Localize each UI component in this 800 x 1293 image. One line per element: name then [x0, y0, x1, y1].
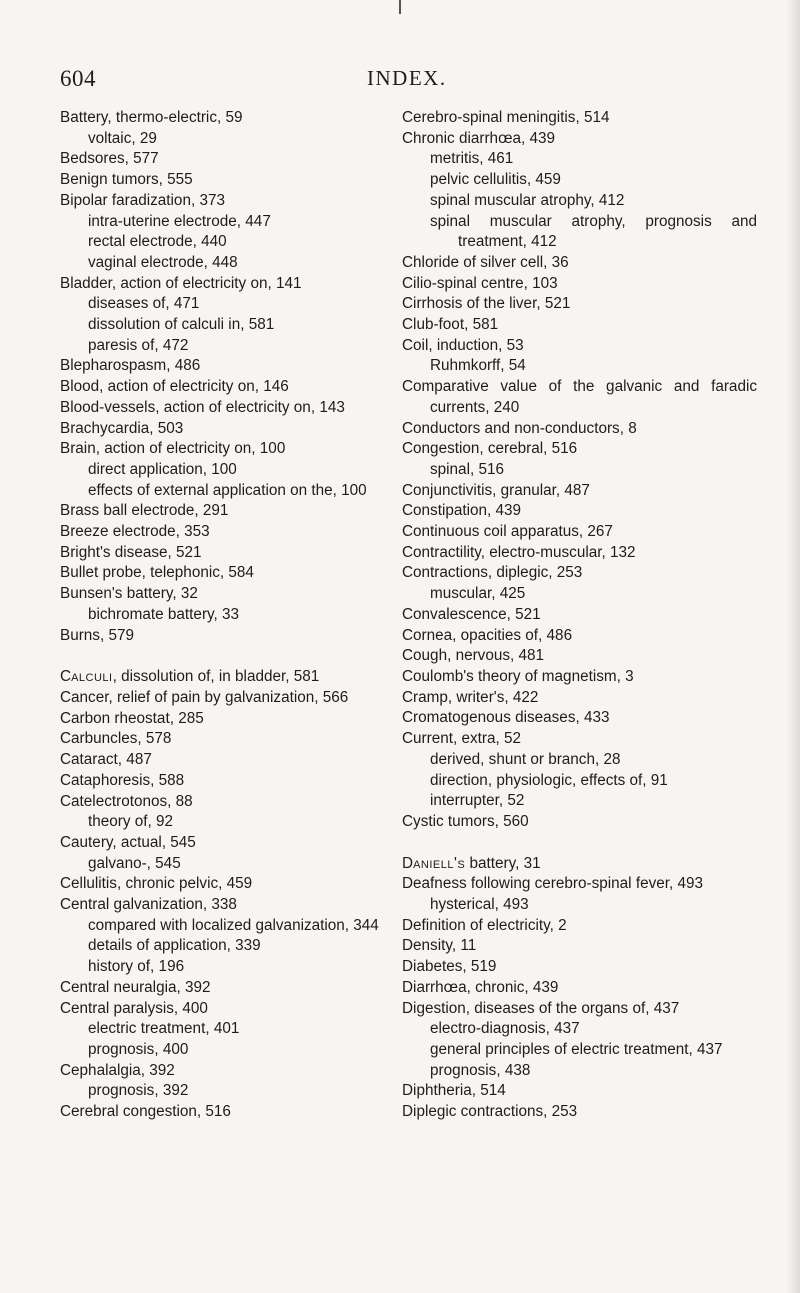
- index-entry: Bipolar faradization, 373: [60, 191, 225, 209]
- page-title: INDEX.: [367, 66, 447, 90]
- index-subentry: voltaic, 29: [88, 129, 157, 147]
- index-entry: Cerebral congestion, 516: [60, 1103, 231, 1121]
- index-subentry: spinal, 516: [430, 460, 504, 478]
- index-subentry: electric treatment, 401: [88, 1020, 240, 1038]
- index-subentry: diseases of, 471: [88, 295, 200, 313]
- index-entry: Carbon rheostat, 285: [60, 709, 204, 727]
- index-entry: Brachycardia, 503: [60, 419, 184, 437]
- index-entry: Cromatogenous diseases, 433: [402, 709, 610, 727]
- index-subentry: muscular, 425: [430, 585, 526, 603]
- letter-group-gap: [60, 646, 390, 667]
- index-subentry: intra-uterine electrode, 447: [88, 212, 271, 230]
- index-entry: Blood-vessels, action of electricity on, 143: [60, 398, 345, 416]
- letter-group-gap: [402, 833, 757, 854]
- index-subentry: pelvic cellulitis, 459: [430, 171, 561, 189]
- index-entry: Catelectrotonos, 88: [60, 792, 193, 810]
- index-subentry: direction, physiologic, effects of, 91: [430, 771, 668, 789]
- index-column-right: [402, 108, 757, 1123]
- index-entry: Diplegic contractions, 253: [402, 1103, 578, 1121]
- index-entry: Cancer, relief of pain by galvanization, 566: [60, 688, 349, 706]
- index-entry: Benign tumors, 555: [60, 171, 193, 189]
- index-entry: Digestion, diseases of the organs of, 437: [402, 999, 680, 1017]
- index-subentry: vaginal electrode, 448: [88, 253, 238, 271]
- index-entry: Diphtheria, 514: [402, 1082, 506, 1100]
- index-entry: Cough, nervous, 481: [402, 647, 545, 665]
- index-subentry: paresis of, 472: [88, 336, 189, 354]
- index-entry: Comparative value of the galvanic and faradic currents, 240: [402, 378, 757, 416]
- index-entry: Central paralysis, 400: [60, 999, 208, 1017]
- index-subentry: spinal muscular atrophy, prognosis and treatment, 412: [430, 212, 757, 251]
- index-entry: Brass ball electrode, 291: [60, 502, 229, 520]
- index-entry: Central galvanization, 338: [60, 896, 237, 914]
- page-number: 604: [60, 66, 96, 91]
- index-entry: Brain, action of electricity on, 100: [60, 440, 286, 458]
- index-entry: Diarrhœa, chronic, 439: [402, 978, 559, 996]
- index-entry: Calculi, dissolution of, in bladder, 581: [60, 668, 320, 686]
- index-subentry: prognosis, 392: [88, 1082, 189, 1100]
- index-entry: Density, 11: [402, 937, 477, 955]
- index-entry: Bullet probe, telephonic, 584: [60, 564, 254, 582]
- index-entry: Conjunctivitis, granular, 487: [402, 481, 590, 499]
- index-entry: Cautery, actual, 545: [60, 833, 196, 851]
- index-entry: Cellulitis, chronic pelvic, 459: [60, 875, 253, 893]
- index-entry: Bright's disease, 521: [60, 543, 202, 561]
- index-subentry: rectal electrode, 440: [88, 233, 227, 251]
- index-entry: Club-foot, 581: [402, 316, 499, 334]
- index-entry: Battery, thermo-electric, 59: [60, 109, 243, 126]
- index-subentry: derived, shunt or branch, 28: [430, 750, 621, 768]
- index-entry: Burns, 579: [60, 626, 134, 644]
- index-entry: Cirrhosis of the liver, 521: [402, 295, 571, 313]
- index-entry: Chronic diarrhœa, 439: [402, 129, 556, 147]
- index-entry: Contractions, diplegic, 253: [402, 564, 583, 582]
- index-entry: Cilio-spinal centre, 103: [402, 274, 558, 292]
- index-subentry: theory of, 92: [88, 813, 174, 831]
- index-entry: Congestion, cerebral, 516: [402, 440, 578, 458]
- index-entry: Cramp, writer's, 422: [402, 688, 539, 706]
- index-subentry: bichromate battery, 33: [88, 605, 240, 623]
- index-subentry: Ruhmkorff, 54: [430, 357, 526, 375]
- index-subentry: effects of external application on the, 100: [88, 481, 367, 499]
- index-subentry: compared with localized galvanization, 344: [88, 916, 379, 934]
- index-column-left: [60, 108, 390, 1123]
- index-entry: Deafness following cerebro-spinal fever, 493: [402, 875, 704, 893]
- index-entry: Carbuncles, 578: [60, 730, 172, 748]
- index-entry: Cephalalgia, 392: [60, 1061, 175, 1079]
- index-entry: Central neuralgia, 392: [60, 978, 211, 996]
- index-subentry: interrupter, 52: [430, 792, 525, 810]
- index-entry: Cataract, 487: [60, 751, 152, 769]
- index-entry: Current, extra, 52: [402, 730, 522, 748]
- index-subentry: direct application, 100: [88, 460, 237, 478]
- index-entry: Bunsen's battery, 32: [60, 585, 198, 603]
- index-entry: Diabetes, 519: [402, 958, 497, 976]
- index-entry: Breeze electrode, 353: [60, 523, 210, 541]
- index-subentry: galvano-, 545: [88, 854, 181, 872]
- index-entry: Blepharospasm, 486: [60, 357, 201, 375]
- index-subentry: history of, 196: [88, 958, 185, 976]
- index-subentry: details of application, 339: [88, 937, 261, 955]
- index-entry: Convalescence, 521: [402, 605, 541, 623]
- index-subentry: metritis, 461: [430, 150, 514, 168]
- index-entry: Blood, action of electricity on, 146: [60, 378, 289, 396]
- page-mark: [399, 0, 401, 14]
- index-entry: Definition of electricity, 2: [402, 916, 567, 934]
- index-entry: Coil, induction, 53: [402, 336, 524, 354]
- index-subentry: dissolution of calculi in, 581: [88, 316, 275, 334]
- index-subentry: electro-diagnosis, 437: [430, 1020, 580, 1038]
- index-entry: Constipation, 439: [402, 502, 522, 520]
- index-entry: Continuous coil apparatus, 267: [402, 523, 613, 541]
- index-entry: Contractility, electro-muscular, 132: [402, 543, 636, 561]
- index-entry: Conductors and non-conductors, 8: [402, 419, 637, 437]
- index-entry: Bladder, action of electricity on, 141: [60, 274, 302, 292]
- index-subentry: spinal muscular atrophy, 412: [430, 191, 625, 209]
- index-entry: Daniell's battery, 31: [402, 854, 541, 872]
- index-subentry: prognosis, 400: [88, 1040, 189, 1058]
- index-subentry: general principles of electric treatment, 437: [430, 1040, 723, 1058]
- index-entry: Chloride of silver cell, 36: [402, 253, 569, 271]
- index-entry: Cystic tumors, 560: [402, 812, 529, 830]
- index-subentry: prognosis, 438: [430, 1061, 531, 1079]
- index-entry: Cataphoresis, 588: [60, 771, 185, 789]
- index-entry: Coulomb's theory of magnetism, 3: [402, 667, 634, 685]
- index-entry: Cornea, opacities of, 486: [402, 626, 573, 644]
- page-edge-shadow: [786, 0, 800, 1293]
- index-entry: Bedsores, 577: [60, 150, 159, 168]
- index-entry: Cerebro-spinal meningitis, 514: [402, 109, 610, 126]
- index-subentry: hysterical, 493: [430, 896, 529, 914]
